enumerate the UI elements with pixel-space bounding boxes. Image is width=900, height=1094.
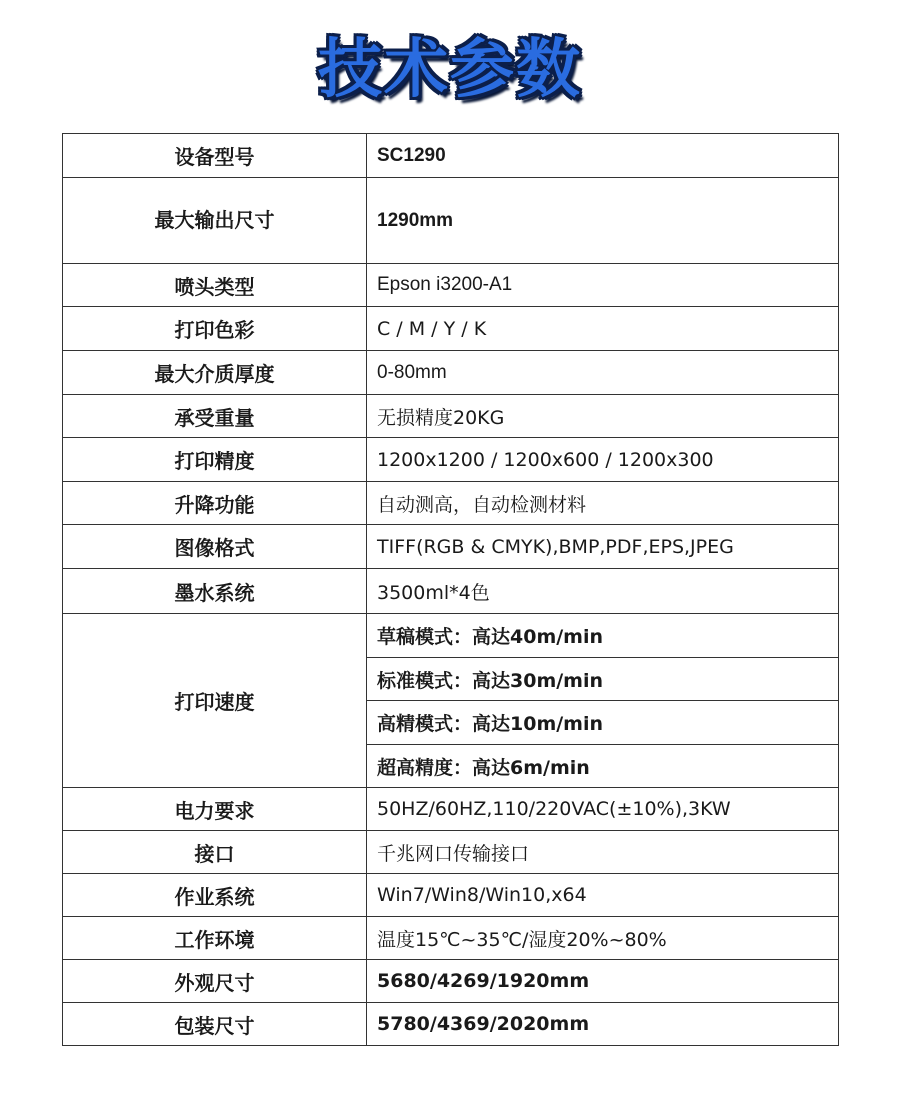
spec-value-ink-system: 3500ml*4色	[367, 569, 839, 614]
table-row	[63, 788, 839, 831]
spec-label-media-thickness: 最大介质厚度	[63, 351, 367, 395]
spec-label-power: 电力要求	[63, 788, 367, 831]
spec-label-image-format: 图像格式	[63, 525, 367, 569]
spec-label-colors: 打印色彩	[63, 307, 367, 351]
spec-value-power: 50HZ/60HZ,110/220VAC(±10%),3KW	[367, 788, 839, 831]
speed-mode-draft: 草稿模式：高达40m/min	[367, 614, 839, 658]
spec-value-package-size: 5780/4369/2020mm	[367, 1003, 839, 1046]
table-row	[63, 874, 839, 917]
table-row	[63, 351, 839, 395]
spec-value-interface: 千兆网口传输接口	[367, 831, 839, 874]
table-row	[63, 614, 839, 658]
spec-label-os: 作业系统	[63, 874, 367, 917]
spec-label-environment: 工作环境	[63, 917, 367, 960]
spec-label-interface: 接口	[63, 831, 367, 874]
table-row	[63, 178, 839, 264]
table-row	[63, 960, 839, 1003]
spec-value-dimensions: 5680/4269/1920mm	[367, 960, 839, 1003]
speed-mode-standard: 标准模式：高达30m/min	[367, 658, 839, 701]
spec-table	[62, 133, 839, 1046]
spec-value-environment: 温度15℃~35℃/湿度20%~80%	[367, 917, 839, 960]
table-row	[63, 264, 839, 307]
spec-value-printhead: Epson i3200-A1	[367, 264, 839, 307]
spec-label-print-speed: 打印速度	[63, 614, 367, 788]
spec-label-model: 设备型号	[63, 134, 367, 178]
spec-label-max-output: 最大输出尺寸	[63, 178, 367, 264]
speed-mode-high-precision: 高精模式：高达10m/min	[367, 701, 839, 745]
spec-value-lifting: 自动测高，自动检测材料	[367, 482, 839, 525]
spec-value-load: 无损精度20KG	[367, 395, 839, 438]
spec-label-ink-system: 墨水系统	[63, 569, 367, 614]
spec-value-media-thickness: 0-80mm	[367, 351, 839, 395]
spec-label-resolution: 打印精度	[63, 438, 367, 482]
table-row	[63, 307, 839, 351]
page-title: 技术参数	[318, 33, 582, 107]
spec-value-max-output: 1290mm	[367, 178, 839, 264]
spec-label-dimensions: 外观尺寸	[63, 960, 367, 1003]
spec-label-load: 承受重量	[63, 395, 367, 438]
table-row	[63, 395, 839, 438]
spec-value-model: SC1290	[367, 134, 839, 178]
spec-label-package-size: 包装尺寸	[63, 1003, 367, 1046]
table-row	[63, 569, 839, 614]
table-row	[63, 525, 839, 569]
table-row	[63, 917, 839, 960]
table-row	[63, 482, 839, 525]
spec-value-os: Win7/Win8/Win10,x64	[367, 874, 839, 917]
table-row	[63, 134, 839, 178]
speed-mode-ultra-precision: 超高精度：高达6m/min	[367, 745, 839, 788]
table-row	[63, 831, 839, 874]
spec-label-lifting: 升降功能	[63, 482, 367, 525]
spec-value-colors: C / M / Y / K	[367, 307, 839, 351]
spec-label-printhead: 喷头类型	[63, 264, 367, 307]
spec-value-resolution: 1200x1200 / 1200x600 / 1200x300	[367, 438, 839, 482]
table-row	[63, 438, 839, 482]
spec-value-image-format: TIFF(RGB & CMYK),BMP,PDF,EPS,JPEG	[367, 525, 839, 569]
table-row	[63, 1003, 839, 1046]
